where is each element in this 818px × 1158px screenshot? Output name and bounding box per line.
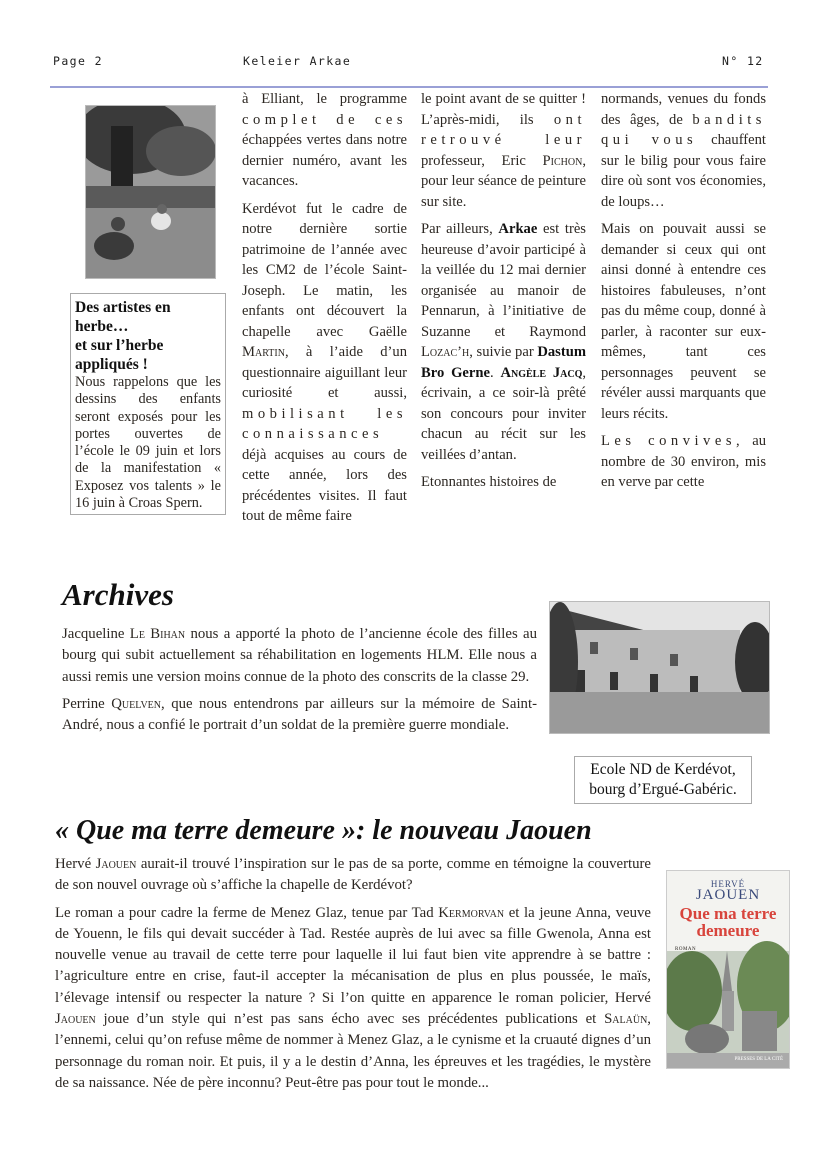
text-run: , à l’aide d’un questionnaire aiguillant leur curiosité et aussi, (242, 344, 407, 401)
text-run: à Elliant, le programme (242, 91, 407, 107)
text-run: nous a apporté la photo de l’ancienne école des filles au bourg qui subit actuellement sa réhabilitation en logements HLM. Elle nous a aussi remis une version moins connue de la photo des conscrits de la classe 29. (62, 626, 537, 685)
person-name: Kermorvan (438, 904, 505, 921)
book-author-first: HERVÉ (710, 879, 746, 889)
sidebar-photo (85, 105, 216, 279)
org-name-arkae: Arkae (498, 221, 538, 237)
column-1-paragraph-1 (242, 89, 407, 192)
text-run: joue d’un style qui n’est pas sans écho avec ses précédentes publications et (95, 1011, 605, 1028)
text-run: échappées vertes dans notre dernier numéro, avant les vacances. (242, 132, 407, 189)
archives-paragraph-1 (62, 624, 537, 688)
text-run: , pour leur séance de peinture sur site. (421, 152, 586, 210)
book-title (667, 905, 789, 939)
jaouen-paragraph-1 (55, 854, 651, 897)
text-run: . (489, 364, 501, 381)
text-run: Hervé (55, 856, 96, 872)
text-run: Kerdévot fut le cadre de notre dernière sortie patrimoine de l’année avec les CM2 de l’école Saint-Joseph. Le matin, les enfants ont découvert la chapelle avec Gaëlle (242, 200, 407, 340)
article-column-3 (601, 89, 766, 500)
column-3-paragraph-3 (601, 431, 766, 493)
archives-body (62, 624, 537, 742)
text-run-spaced: mobilisant les connaissances (242, 405, 407, 442)
text-run: professeur, Eric (421, 152, 543, 169)
text-run: Par ailleurs, (421, 221, 499, 237)
column-2-paragraph-2 (421, 219, 586, 465)
text-run: au nombre de 30 environ, mis en verve par cette (601, 433, 766, 490)
caption-line-2: bourg d’Ergué-Gabéric. (589, 781, 737, 798)
sidebar-title-2: et sur l’herbe appliqués ! (75, 337, 164, 373)
text-run: , l’ennemi, celui qu’on refuse même de nommer à Menez Glaz, a le cynisme et la cruauté dignes d’un personnage du roman noir. Et puis, il y a le destin d’Anna, les épreuves et les tragédies, le mystère de sa naissance. Née de père inconnu? Peut-être pas pour tout le monde... (55, 1011, 651, 1091)
book-publisher: PRESSES DE LA CITÉ (734, 1057, 783, 1062)
text-run: chauffent sur le bilig pour vous faire dire où sont vos économies, de loups… (601, 132, 766, 210)
page-number: Page 2 (53, 54, 103, 68)
text-run: , que nous entendrons par ailleurs sur la mémoire de Saint-André, nous a confié le portrait d’un soldat de la première guerre mondiale. (62, 695, 537, 734)
header-rule (50, 86, 768, 88)
article-column-1 (242, 89, 407, 534)
person-name: Jaouen (55, 1011, 96, 1028)
school-photo (549, 601, 770, 734)
school-photo-caption (574, 756, 752, 804)
text-run: , écrivain, a ce soir-là prêté son concours pour inviter chacun au récit sur les veillées d’antan. (421, 364, 587, 463)
text-run-spaced: complet de ces (242, 111, 407, 128)
sidebar-body: Nous rappelons que les dessins des enfants seront exposés pour les portes ouvertes de l’école le 09 juin et lors de la manifestation « Exposez vos talents » le 16 juin à Croas Spern. (75, 374, 221, 512)
column-2-paragraph-3: Etonnantes histoires de (421, 474, 557, 490)
person-name: Salaün (604, 1011, 648, 1028)
org-name-dastum: Dastum Bro Gerne (421, 344, 586, 381)
text-run: le point avant de se quitter ! L’après-midi, ils (421, 91, 586, 128)
person-name: Lozac’h (421, 344, 470, 360)
article-column-2 (421, 89, 586, 500)
publication-name: Keleier Arkae (243, 54, 352, 68)
book-cover (666, 870, 790, 1069)
person-name: Quelven (111, 695, 161, 712)
text-run: Perrine (62, 695, 112, 712)
archives-heading: Archives (62, 577, 174, 612)
column-2-paragraph-1 (421, 89, 586, 212)
children-drawing-photo-icon (86, 106, 215, 278)
text-run-spaced: Les convives, (601, 433, 745, 449)
text-run: Jacqueline (62, 626, 130, 642)
book-title-line-1: Que ma terre (679, 904, 777, 923)
jaouen-paragraph-2 (55, 903, 651, 1095)
book-author-last: JAOUEN (695, 887, 761, 903)
column-1-paragraph-2 (242, 199, 407, 527)
jaouen-intro (55, 854, 651, 1100)
person-name: Pichon (542, 152, 583, 169)
text-run: normands, venues du fonds des âges, de (601, 91, 766, 128)
sidebar-notice-box (70, 293, 226, 515)
text-run: est très heureuse d’avoir participé à la veillée du 12 mai dernier organisée au manoir de Pennarun, à l’initiative de Suzanne et Raymond (421, 221, 586, 340)
text-run: aurait-il trouvé l’inspiration sur le pas de sa porte, comme en témoigne la couverture de son nouvel ouvrage où s’affiche la chapelle de Kerdévot? (55, 856, 652, 894)
text-run: Le roman a pour cadre la ferme de Menez Glaz, tenue par Tad (55, 904, 439, 921)
person-name: Martin (242, 344, 285, 360)
sidebar-title-1: Des artistes en herbe… (75, 299, 171, 335)
text-run-spaced: bandits qui vous (601, 111, 766, 148)
person-name-bold: Angèle Jacq (500, 364, 583, 381)
text-run: et la jeune Anna, veuve de Youenn, le fils qui devait succéder à Tad. Restée auprès de lui avec sa fille Gwenola, Anna est nouvelle venue au travail de cette terre pour laquelle il lui faut bien vite apprendre à se battre : l’agriculture entre en crise, faut-il accepter la mécanisation de plus en plus poussée, le maïs, l’élevage intensif ou respecter la nature ? Si l’on quitte en apparence le roman policier, Hervé (55, 904, 651, 1006)
person-name: Jaouen (95, 856, 137, 872)
text-run-spaced: ont retrouvé leur (421, 111, 586, 148)
school-building-photo-icon (550, 602, 769, 733)
person-name: Le Bihan (129, 626, 186, 642)
book-title-line-2: demeure (696, 921, 760, 940)
issue-number: N° 12 (722, 54, 764, 68)
jaouen-heading: « Que ma terre demeure »: le nouveau Jaouen (55, 815, 592, 846)
column-3-paragraph-2: Mais on pouvait aussi se demander si ceux qui ont ainsi donné à entendre ces histoires fabuleuses, n’ont pas du même coup, donné à parler, à raconter sur eux-mêmes, tant ces personnages peuvent se révéler aussi marquants que leurs récits. (601, 221, 766, 422)
caption-line-1: Ecole ND de Kerdévot, (590, 761, 736, 778)
column-3-paragraph-1 (601, 89, 766, 212)
book-genre: ROMAN (675, 947, 697, 952)
archives-paragraph-2 (62, 694, 537, 737)
text-run: déjà acquises au cours de cette année, lors des précédentes visites. Il faut tout de même faire (242, 446, 407, 524)
text-run: , suivie par (469, 344, 538, 360)
